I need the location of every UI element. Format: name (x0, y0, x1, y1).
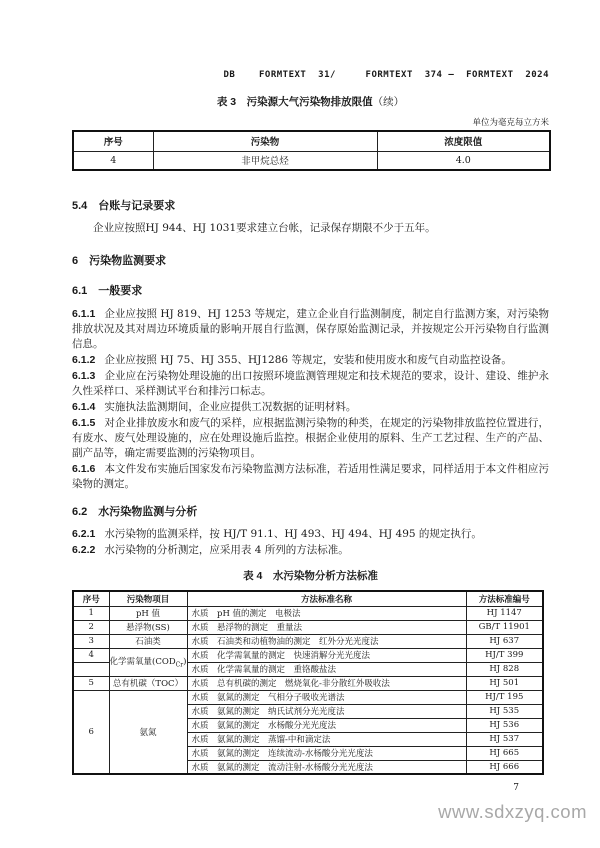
table4-cell-no: 5 (73, 676, 109, 690)
section-title: 一般要求 (98, 285, 143, 297)
clause-text: 企业应按照 HJ 819、HJ 1253 等规定，建立企业自行监测制度，制定自行监测方案，对污染物排放状况及其对周边环境质量的影响开展自行监测，保存原始监测记录，并按规定公开污染物自行监测信息。 (72, 308, 549, 350)
clause-6-2-2 (72, 543, 549, 558)
clause-number: 6.1.4 (72, 401, 96, 413)
clause-text: 实施执法监测期间，企业应提供工况数据的证明材料。 (104, 401, 357, 413)
clause-6-1-5 (72, 416, 549, 461)
section-number: 6.1 (72, 285, 88, 297)
section-number: 6 (72, 255, 79, 267)
table4-cell-item: 氨氮 (109, 690, 187, 774)
table4-title-main: 表 4 水污染物分析方法标准 (243, 570, 378, 582)
table3-title-main: 表 3 污染源大气污染物排放限值 (216, 96, 373, 108)
paragraph-5-4: 企业应按照HJ 944、HJ 1031要求建立台帐，记录保存期限不少于五年。 (93, 222, 436, 234)
table4-cell-method: 水质 氨氮的测定 连续流动-水杨酸分光光度法 (187, 746, 466, 760)
table3-title-suffix: （续） (372, 96, 405, 108)
section-title: 水污染物监测与分析 (98, 506, 198, 518)
clauses-6-1 (72, 307, 549, 492)
table4-title (72, 568, 549, 582)
table4-row (73, 620, 543, 634)
table3-row (73, 151, 550, 170)
clause-text: 对企业排放废水和废气的采样，应根据监测污染物的种类，在规定的污染物排放监控位置进行，有废水、废气处理设施的，应在处理设施后监控。根据企业使用的原料、生产工艺过程、生产的产品、副产品等，确定需要监测的污染物项目。 (72, 417, 549, 459)
clause-6-1-1 (72, 307, 549, 352)
section-heading-6 (72, 252, 549, 266)
table4-cell-item: pH 值 (109, 606, 187, 620)
unit-note: 单位为毫克每立方米 (472, 118, 549, 128)
table4-cell-method: 水质 氨氮的测定 蒸馏-中和滴定法 (187, 732, 466, 746)
clause-6-1-6 (72, 462, 549, 492)
clause-6-2-1 (72, 527, 549, 542)
table3-title (72, 94, 549, 108)
section-number: 6.2 (72, 506, 88, 518)
table4-cell-no: 3 (73, 634, 109, 648)
table4-cell-no: 4 (73, 648, 109, 662)
table3-cell-limit: 4.0 (377, 151, 550, 170)
table4-cell-no: 6 (73, 690, 109, 774)
table4-header-item: 污染物项目 (109, 591, 187, 606)
clause-text: 水污染物的分析测定，应采用表 4 所列的方法标准。 (104, 544, 349, 556)
cod-label: 化学需氧量(COD (109, 657, 176, 668)
table4-cell-code: HJ 637 (466, 634, 543, 648)
table4-row (73, 648, 543, 662)
table4-cell-code: HJ 828 (466, 662, 543, 676)
clause-number: 6.1.3 (72, 370, 96, 382)
clause-number: 6.2.2 (72, 544, 96, 556)
clause-text: 水污染物的监测采样，按 HJ/T 91.1、HJ 493、HJ 494、HJ 495 的规定执行。 (104, 528, 482, 540)
clause-text: 企业应按照 HJ 75、HJ 355、HJ1286 等规定，安装和使用废水和废气自动监控设备。 (104, 354, 512, 366)
page-number: 7 (513, 783, 519, 793)
clause-number: 6.1.1 (72, 308, 96, 320)
table3-header-limit: 浓度限值 (377, 131, 550, 151)
cod-subscript: Cr (175, 661, 184, 669)
table3-header-row (73, 131, 550, 151)
clause-text: 本文件发布实施后国家发布污染物监测方法标准，若适用性满足要求，同样适用于本文件相应污染物的测定。 (72, 463, 549, 490)
table4-cell-no (73, 662, 109, 676)
table4-cell-code: HJ 665 (466, 746, 543, 760)
table4-cell-method: 水质 石油类和动植物油的测定 红外分光光度法 (187, 634, 466, 648)
table4-cell-item: 总有机碳（TOC） (109, 676, 187, 690)
section-title: 台账与记录要求 (98, 200, 176, 212)
table4-cell-method: 水质 氨氮的测定 水杨酸分光光度法 (187, 718, 466, 732)
table4-row (73, 634, 543, 648)
table4-cell-method: 水质 氨氮的测定 气相分子吸收光谱法 (187, 690, 466, 704)
table4-cell-item: 石油类 (109, 634, 187, 648)
document-header: DB FORMTEXT 31/ FORMTEXT 374 — FORMTEXT 2024 (223, 70, 549, 80)
table4-cell-code: GB/T 11901 (466, 620, 543, 634)
clause-6-1-2 (72, 353, 549, 368)
section-heading-6-2 (72, 503, 549, 517)
table4-cell-method: 水质 pH 值的测定 电极法 (187, 606, 466, 620)
section-number: 5.4 (72, 200, 88, 212)
table4-cell-method: 水质 化学需氧量的测定 重铬酸盐法 (187, 662, 466, 676)
table4-header-code: 方法标准编号 (466, 591, 543, 606)
table4-cell-code: HJ/T 195 (466, 690, 543, 704)
table4-cell-code: HJ/T 399 (466, 648, 543, 662)
table4-cell-code: HJ 535 (466, 704, 543, 718)
clause-number: 6.1.6 (72, 463, 96, 475)
clause-6-1-4 (72, 400, 549, 415)
section-heading-6-1 (72, 282, 549, 296)
table4-cell-method: 水质 化学需氧量的测定 快速消解分光光度法 (187, 648, 466, 662)
table3-cell-no: 4 (73, 151, 153, 170)
table3-cell-pollutant: 非甲烷总烃 (153, 151, 377, 170)
table4-cell-no: 1 (73, 606, 109, 620)
clauses-6-2 (72, 527, 549, 558)
table4-row (73, 676, 543, 690)
clause-number: 6.1.2 (72, 354, 96, 366)
table4-cell-code: HJ 666 (466, 760, 543, 774)
table4-cell-item-cod (109, 648, 187, 676)
table4-cell-code: HJ 501 (466, 676, 543, 690)
clause-number: 6.2.1 (72, 528, 96, 540)
clause-number: 6.1.5 (72, 417, 96, 429)
table4-header-method: 方法标准名称 (187, 591, 466, 606)
table4-header-no: 序号 (73, 591, 109, 606)
table4-cell-code: HJ 536 (466, 718, 543, 732)
section-heading-5-4 (72, 197, 549, 211)
table3-header-pollutant: 污染物 (153, 131, 377, 151)
clause-text: 企业应在污染物处理设施的出口按照环境监测管理规定和技术规范的要求，设计、建设、维护永久性采样口、采样测试平台和排污口标志。 (72, 370, 549, 397)
table4-cell-item: 悬浮物(SS) (109, 620, 187, 634)
watermark: www.sdxzyq.com (438, 801, 587, 822)
table4-cell-method: 水质 氨氮的测定 纳氏试剂分光光度法 (187, 704, 466, 718)
table4-cell-code: HJ 1147 (466, 606, 543, 620)
table4-header-row (73, 591, 543, 606)
clause-6-1-3 (72, 369, 549, 399)
table4-water-pollutant-methods (72, 590, 544, 775)
table4-row (73, 690, 543, 704)
cod-label-close: ) (183, 657, 187, 668)
table4-row (73, 606, 543, 620)
table4-cell-no: 2 (73, 620, 109, 634)
table4-cell-method: 水质 总有机碳的测定 燃烧氧化-非分散红外吸收法 (187, 676, 466, 690)
table3-header-no: 序号 (73, 131, 153, 151)
table3-air-pollutant-limits (72, 130, 551, 171)
table4-cell-method: 水质 悬浮物的测定 重量法 (187, 620, 466, 634)
table4-cell-code: HJ 537 (466, 732, 543, 746)
section-title: 污染物监测要求 (89, 255, 167, 267)
table4-cell-method: 水质 氨氮的测定 流动注射-水杨酸分光光度法 (187, 760, 466, 774)
